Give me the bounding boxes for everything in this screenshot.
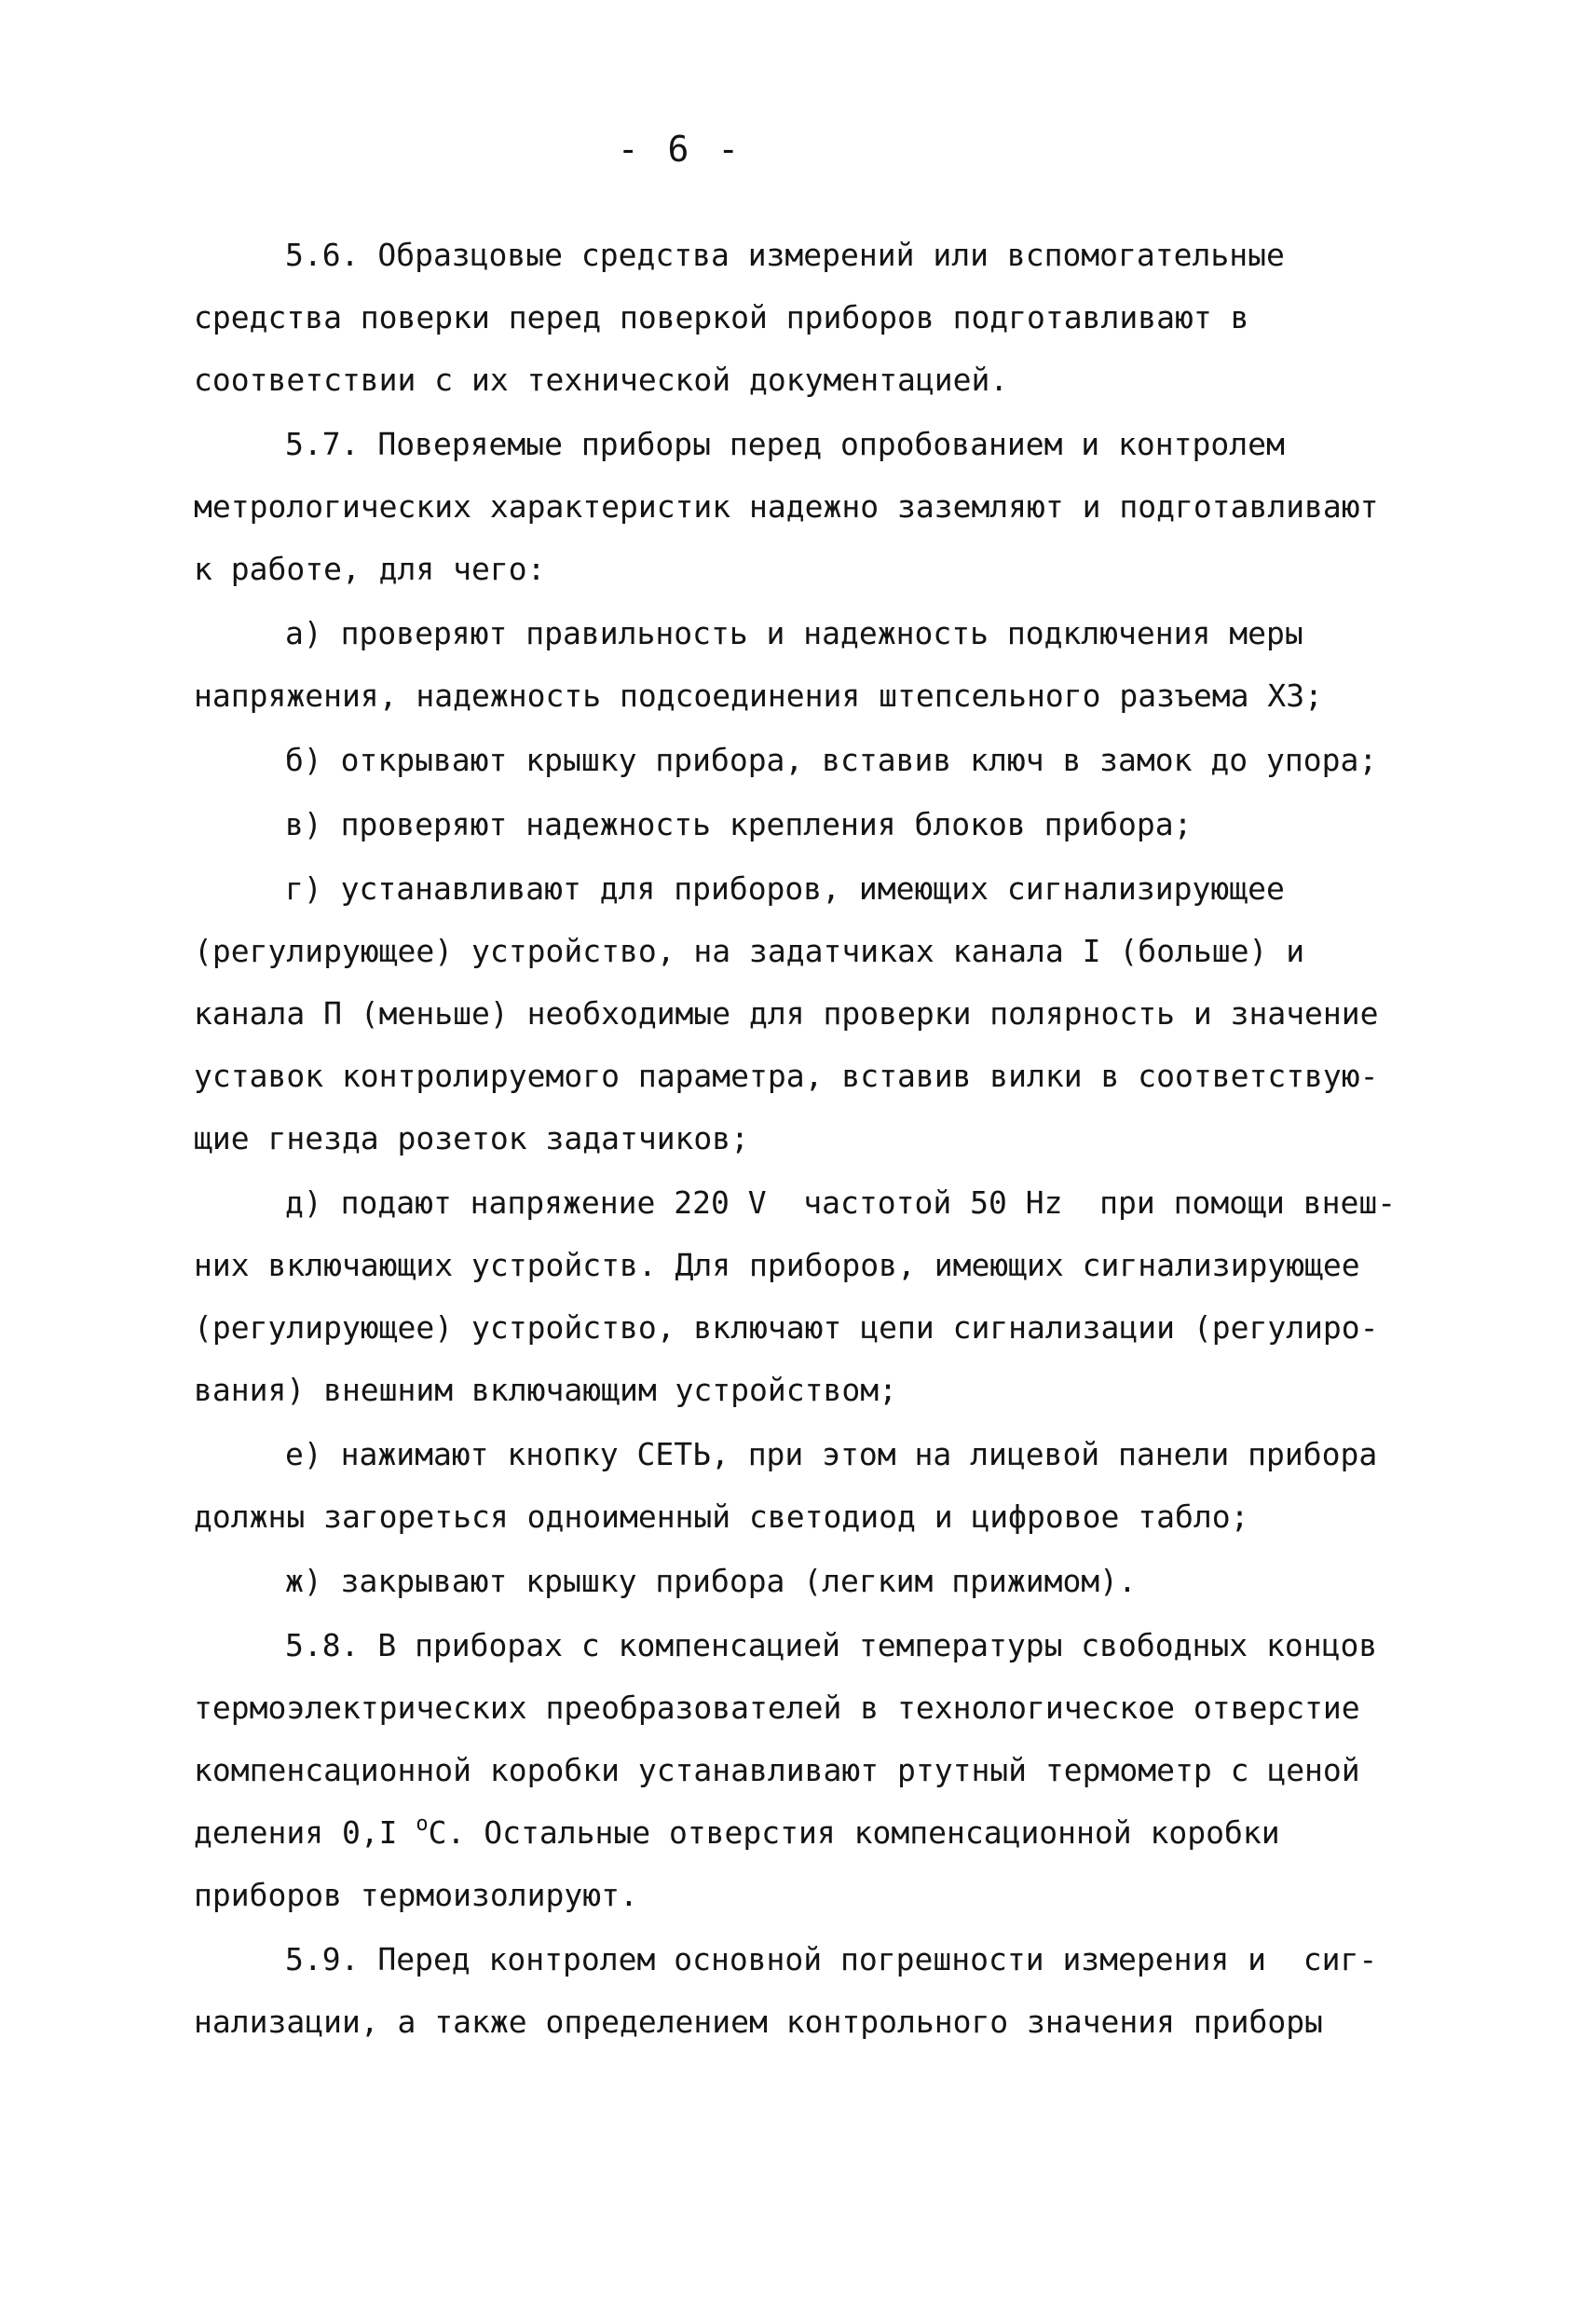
- list-item-b: [194, 729, 1442, 791]
- text-line: соответствии с их технической документацией.: [194, 362, 1009, 398]
- degree-sign: o: [416, 1813, 429, 1836]
- paragraph-5-6: [194, 224, 1442, 411]
- degree-line-after: C. Остальные отверстия компенсационной коробки: [428, 1814, 1280, 1851]
- text-line: должны загореться одноименный светодиод и цифровое табло;: [194, 1498, 1249, 1535]
- text-line: г) устанавливают для приборов, имеющих сигнализирующее: [285, 870, 1285, 907]
- paragraph-5-8: [194, 1614, 1442, 1926]
- list-item-g: [194, 857, 1442, 1170]
- text-line: 5.6. Образцовые средства измерений или вспомогательные: [285, 237, 1285, 273]
- text-line: 5.9. Перед контролем основной погрешности измерения и сиг-: [285, 1941, 1378, 1977]
- degree-line-before: деления 0,I: [194, 1814, 416, 1851]
- text-line: е) нажимают кнопку СЕТЬ, при этом на лицевой панели прибора: [285, 1436, 1378, 1472]
- text-line: нализации, а также определением контрольного значения приборы: [194, 2004, 1323, 2040]
- text-line: (регулирующее) устройство, включают цепи сигнализации (регулиро-: [194, 1309, 1379, 1346]
- list-item-e: [194, 1423, 1442, 1548]
- text-line: а) проверяют правильность и надежность подключения меры: [285, 615, 1303, 651]
- text-line: них включающих устройств. Для приборов, имеющих сигнализирующее: [194, 1247, 1360, 1283]
- text-line: метрологических характеристик надежно заземляют и подготавливают: [194, 488, 1379, 525]
- text-line: 5.7. Поверяемые приборы перед опробованием и контролем: [285, 426, 1285, 462]
- text-line: компенсационной коробки устанавливают ртутный термометр с ценой: [194, 1752, 1360, 1788]
- text-line: канала П (меньше) необходимые для проверки полярность и значение: [194, 995, 1379, 1032]
- text-line-degree: [194, 1801, 1442, 1864]
- text-line: д) подают напряжение 220 V частотой 50 Hz при помощи внеш-: [285, 1184, 1397, 1221]
- text-line: б) открывают крышку прибора, вставив ключ в замок до упора;: [285, 742, 1378, 778]
- text-line: средства поверки перед поверкой приборов подготавливают в: [194, 299, 1249, 335]
- list-item-v: [194, 793, 1442, 855]
- text-line: уставок контролируемого параметра, вставив вилки в соответствую-: [194, 1058, 1379, 1094]
- text-line: приборов термоизолируют.: [194, 1877, 638, 1913]
- page-number: - 6 -: [617, 129, 743, 170]
- text-line: напряжения, надежность подсоединения штепсельного разъема Х3;: [194, 677, 1323, 714]
- paragraph-5-9: [194, 1928, 1442, 2053]
- paragraph-5-7: [194, 413, 1442, 600]
- text-line: (регулирующее) устройство, на задатчиках канала I (больше) и: [194, 933, 1305, 969]
- list-item-d: [194, 1171, 1442, 1421]
- text-line: термоэлектрических преобразователей в технологическое отверстие: [194, 1690, 1360, 1726]
- text-line: ж) закрывают крышку прибора (легким прижимом).: [285, 1563, 1137, 1599]
- document-body: [194, 224, 1442, 2053]
- text-line: 5.8. В приборах с компенсацией температуры свободных концов: [285, 1627, 1378, 1663]
- text-line: вания) внешним включающим устройством;: [194, 1372, 897, 1408]
- text-line: в) проверяют надежность крепления блоков прибора;: [285, 806, 1193, 842]
- list-item-a: [194, 602, 1442, 727]
- list-item-zh: [194, 1550, 1442, 1612]
- text-line: щие гнезда розеток задатчиков;: [194, 1120, 750, 1156]
- text-line: к работе, для чего:: [194, 551, 546, 587]
